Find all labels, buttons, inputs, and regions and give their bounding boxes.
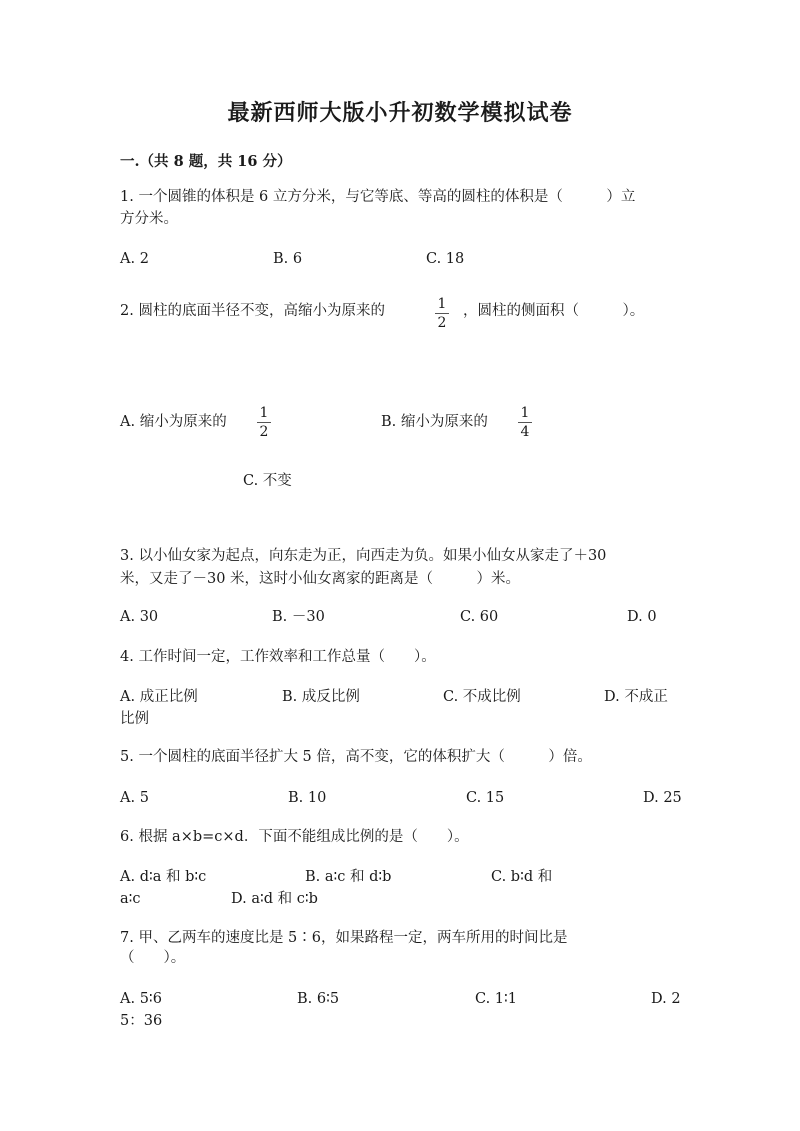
question-4-option-d-wrap: 比例: [120, 711, 149, 727]
page-title: 最新西师大版小升初数学模拟试卷: [227, 100, 573, 126]
question-3-option-a: A. 30: [120, 609, 159, 625]
question-6-option-c-wrap: a∶c: [120, 891, 141, 907]
question-4-option-a: A. 成正比例: [120, 689, 198, 705]
question-7-option-b: B. 6∶5: [297, 991, 340, 1007]
question-2-option-c: C. 不变: [243, 473, 292, 489]
question-2-suffix: ，圆柱的侧面积（ ）。: [463, 303, 645, 319]
fraction-denominator: 2: [437, 315, 447, 331]
question-4-option-b: B. 成反比例: [282, 689, 360, 705]
question-3-line-1: 3. 以小仙女家为起点，向东走为正，向西走为负。如果小仙女从家走了＋30: [120, 548, 607, 564]
question-6-line-1: 6. 根据 a×b=c×d．下面不能组成比例的是（ ）。: [120, 829, 469, 845]
question-2-option-a-fraction: [257, 405, 271, 440]
question-6-option-d: D. a∶d 和 c∶b: [231, 891, 318, 907]
question-1-line-2: 方分米。: [120, 211, 178, 227]
section-heading: 一.（共 8 题，共 16 分）: [120, 153, 292, 170]
fraction-numerator: 1: [257, 405, 271, 423]
question-2-option-a: A. 缩小为原来的: [120, 414, 227, 430]
question-5-option-d: D. 25: [643, 790, 682, 806]
question-7-line-1: 7. 甲、乙两车的速度比是 5∶6，如果路程一定，两车所用的时间比是: [120, 930, 568, 946]
question-1-option-a: A. 2: [120, 251, 149, 267]
question-4-option-d: D. 不成正: [604, 689, 668, 705]
question-7-option-d-wrap: 5：36: [120, 1013, 163, 1029]
fraction-numerator: 1: [435, 296, 449, 314]
question-7-line-2: （ ）。: [120, 950, 186, 966]
fraction-denominator: 4: [520, 424, 530, 440]
question-2-fraction: [435, 296, 449, 331]
question-2-prefix: 2. 圆柱的底面半径不变，高缩小为原来的: [120, 303, 385, 319]
question-6-option-b: B. a∶c 和 d∶b: [305, 869, 392, 885]
question-7-option-d: D. 2: [651, 991, 681, 1007]
question-2-option-b: B. 缩小为原来的: [381, 414, 488, 430]
question-5-option-b: B. 10: [288, 790, 327, 806]
question-6-option-c: C. b∶d 和: [491, 869, 553, 885]
question-1-option-c: C. 18: [426, 251, 465, 267]
question-5-option-a: A. 5: [120, 790, 149, 806]
question-4-option-c: C. 不成比例: [443, 689, 521, 705]
question-3-line-2: 米，又走了－30 米，这时小仙女离家的距离是（ ）米。: [120, 571, 521, 587]
question-5-line-1: 5. 一个圆柱的底面半径扩大 5 倍，高不变，它的体积扩大（ ）倍。: [120, 749, 592, 765]
question-1-line-1: 1. 一个圆锥的体积是 6 立方分米，与它等底、等高的圆柱的体积是（ ）立: [120, 189, 636, 205]
question-1-option-b: B. 6: [273, 251, 303, 267]
question-4-line-1: 4. 工作时间一定，工作效率和工作总量（ ）。: [120, 649, 436, 665]
question-6-option-a: A. d∶a 和 b∶c: [120, 869, 207, 885]
question-7-option-a: A. 5∶6: [120, 991, 162, 1007]
question-3-option-b: B. －30: [272, 609, 325, 625]
fraction-numerator: 1: [518, 405, 532, 423]
question-3-option-d: D. 0: [627, 609, 657, 625]
question-7-option-c: C. 1∶1: [475, 991, 518, 1007]
question-2-option-b-fraction: [518, 405, 532, 440]
question-5-option-c: C. 15: [466, 790, 505, 806]
fraction-denominator: 2: [259, 424, 269, 440]
question-3-option-c: C. 60: [460, 609, 499, 625]
